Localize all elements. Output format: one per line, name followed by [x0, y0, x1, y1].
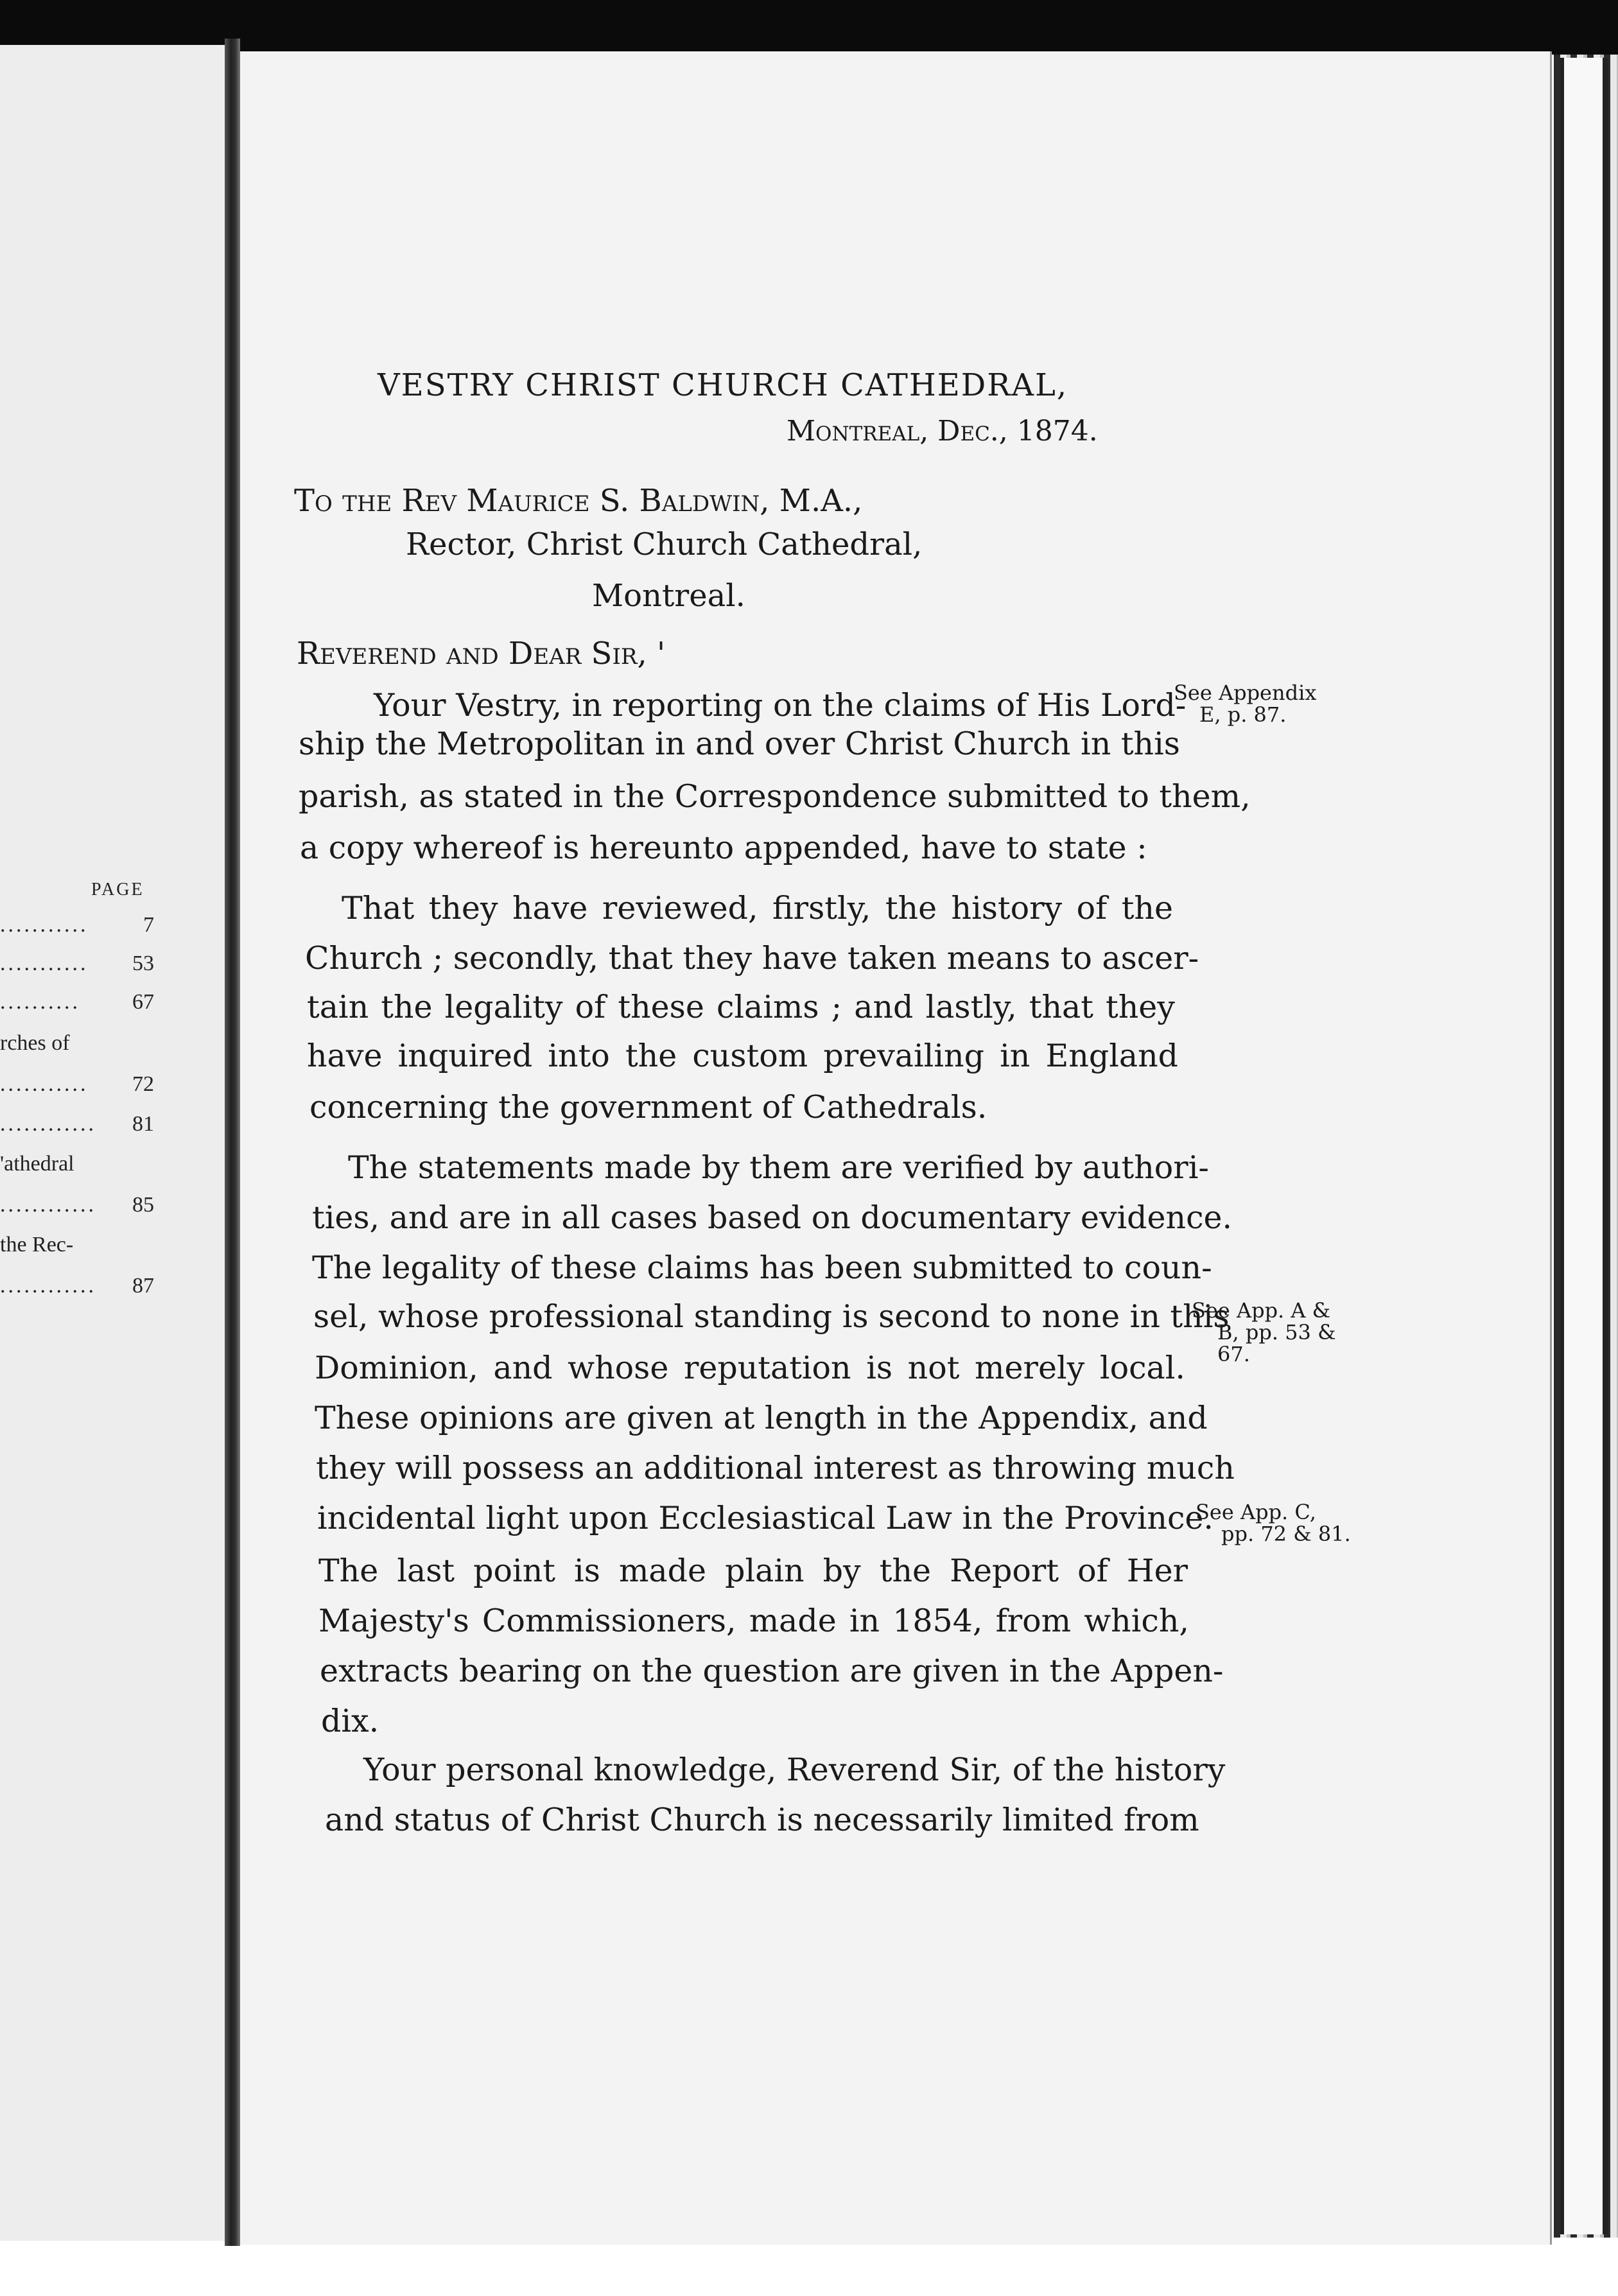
margin-note — [1174, 682, 1316, 726]
toc-row — [0, 990, 154, 1016]
body-line: they will possess an additional interest as throwing much — [316, 1450, 1235, 1486]
scan-frame-bottom — [0, 2246, 1618, 2296]
body-line: a copy whereof is hereunto appended, have to state : — [300, 830, 1147, 866]
dateline: Montreal, Dec., 1874. — [787, 415, 1098, 448]
body-line: have inquired into the custom prevailing in England — [307, 1038, 1178, 1074]
toc-leader: ........... — [0, 913, 89, 937]
body-line: and status of Christ Church is necessarily limited from — [325, 1802, 1199, 1838]
margin-note-line: See App. A & — [1192, 1298, 1331, 1323]
body-line: Your Vestry, in reporting on the claims of His Lord- — [374, 687, 1187, 724]
body-line: Majesty's Commissioners, made in 1854, from which, — [318, 1603, 1189, 1639]
margin-note — [1192, 1300, 1336, 1365]
body-line: tain the legality of these claims ; and lastly, that they — [307, 989, 1175, 1025]
toc-page-number: 53 — [132, 952, 154, 975]
body-line: Dominion, and whose reputation is not merely local. — [315, 1350, 1185, 1386]
margin-note-line: B, pp. 53 & — [1217, 1320, 1336, 1344]
toc-leader: ............ — [0, 1112, 96, 1136]
body-line: That they have reviewed, firstly, the history of the — [342, 890, 1173, 926]
body-line: Your personal knowledge, Reverend Sir, of the history — [363, 1752, 1226, 1788]
margin-note-line: See Appendix — [1174, 681, 1317, 705]
body-line: These opinions are given at length in the Appendix, and — [315, 1400, 1208, 1436]
margin-note-line: pp. 72 & 81. — [1221, 1522, 1351, 1546]
toc-page-number: 72 — [132, 1072, 154, 1096]
page-edge-inner — [1560, 58, 1608, 2234]
margin-note-line: E, p. 87. — [1199, 702, 1287, 727]
toc-fragment-text: 'athedral — [0, 1152, 74, 1176]
toc-fragment-text: rches of — [0, 1031, 70, 1055]
toc-page-number: 7 — [143, 913, 154, 937]
body-line: sel, whose professional standing is second to none in this — [313, 1298, 1230, 1335]
book-gutter — [225, 39, 240, 2247]
salutation: Reverend and Dear Sir, ' — [297, 636, 666, 672]
scan-frame-top — [0, 0, 1618, 55]
toc-leader: ........... — [0, 1072, 89, 1096]
toc-row — [0, 1274, 154, 1300]
body-line: ship the Metropolitan in and over Christ Church in this — [299, 726, 1180, 762]
address-line: To the Rev Maurice S. Baldwin, M.A., — [294, 483, 863, 519]
toc-row — [0, 952, 154, 977]
toc-leader: ............ — [0, 1193, 96, 1217]
address-line: Montreal. — [592, 578, 745, 614]
body-line: Church ; secondly, that they have taken means to ascer- — [305, 940, 1199, 977]
toc-fragment-text: the Rec- — [0, 1233, 74, 1257]
body-line: The statements made by them are verified by authori- — [348, 1149, 1209, 1186]
body-line: dix. — [321, 1703, 379, 1739]
address-line: Rector, Christ Church Cathedral, — [406, 526, 923, 562]
body-line: The legality of these claims has been submitted to coun- — [312, 1249, 1212, 1286]
toc-row — [0, 1193, 154, 1219]
document-title: VESTRY CHRIST CHURCH CATHEDRAL, — [378, 367, 1068, 403]
margin-note-line: 67. — [1217, 1342, 1250, 1366]
margin-note — [1196, 1501, 1351, 1545]
toc-row — [0, 1072, 154, 1098]
body-line: ties, and are in all cases based on documentary evidence. — [312, 1199, 1233, 1236]
toc-page-number: 87 — [132, 1274, 154, 1298]
toc-row — [0, 1112, 154, 1138]
toc-page-number: 85 — [132, 1193, 154, 1217]
toc-page-number: 81 — [132, 1112, 154, 1136]
body-line: concerning the government of Cathedrals. — [309, 1089, 987, 1126]
body-line: parish, as stated in the Correspondence submitted to them, — [299, 778, 1251, 815]
body-line: incidental light upon Ecclesiastical Law in the Province. — [317, 1500, 1214, 1536]
margin-note-line: See App. C, — [1196, 1500, 1316, 1524]
toc-leader: ............ — [0, 1274, 96, 1298]
toc-row — [0, 913, 154, 939]
toc-leader: ........... — [0, 952, 89, 975]
toc-leader: .......... — [0, 990, 80, 1014]
left-facing-page — [0, 45, 226, 2241]
toc-page-number: 67 — [132, 990, 154, 1014]
body-line: extracts bearing on the question are given in the Appen- — [320, 1653, 1224, 1689]
toc-page-header: PAGE — [91, 880, 144, 900]
body-line: The last point is made plain by the Report of Her — [318, 1552, 1188, 1589]
